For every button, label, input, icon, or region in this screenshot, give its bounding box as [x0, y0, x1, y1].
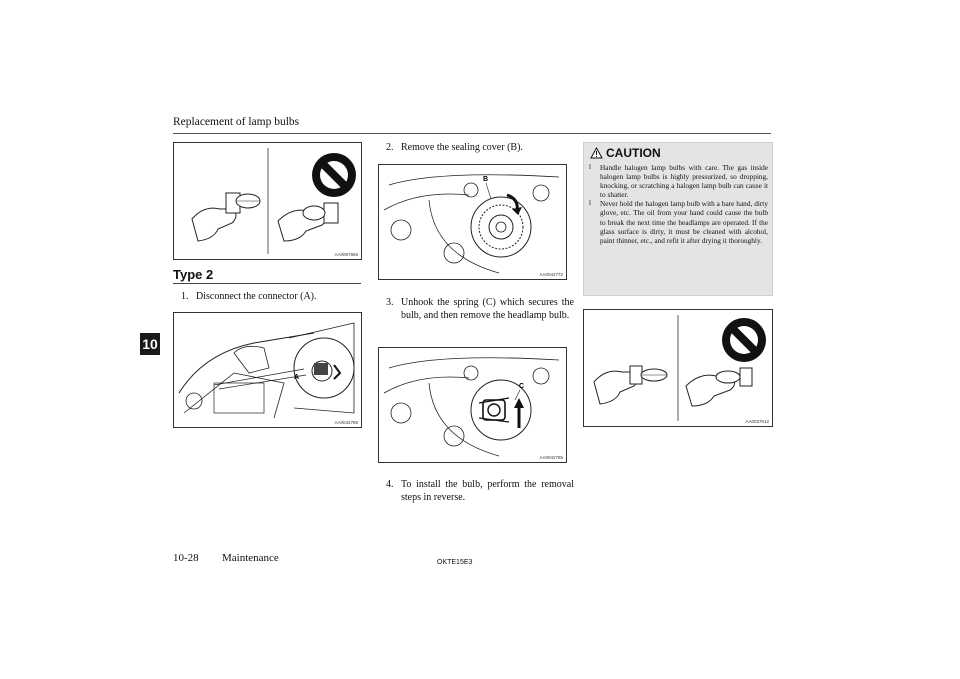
step-2	[386, 142, 574, 155]
caution-heading	[590, 146, 661, 160]
caution-box	[583, 142, 773, 296]
spring-bulb-illustration	[379, 348, 566, 462]
figure-bulb-handling-top	[173, 142, 362, 260]
figure-code: AA0097866	[334, 252, 358, 257]
bulb-handling-illustration	[174, 143, 361, 259]
caution-bullet: l	[589, 199, 591, 208]
step-number: 4.	[386, 479, 394, 490]
step-text: Unhook the spring (C) which secures the bulb, and then remove the headlamp bulb.	[401, 297, 574, 321]
figure-code: AA0042785	[539, 455, 563, 460]
callout-b: B	[483, 176, 489, 183]
chapter-tab: 10	[140, 333, 160, 355]
step-text: Remove the sealing cover (B).	[401, 142, 523, 153]
figure-code: AA0042769	[334, 420, 358, 425]
connector-illustration	[174, 313, 361, 427]
callout-c: C	[519, 383, 525, 390]
section-title: Type 2	[173, 267, 214, 282]
step-1	[181, 291, 361, 304]
caution-item-text: Handle halogen lamp bulbs with care. The gas inside halogen lamp bulbs is highly pressurized, so dropping, knocking, or scratching a halogen lamp bulb can cause it to shatter.	[600, 163, 768, 200]
section-rule	[173, 283, 361, 284]
prohibited-icon	[312, 153, 356, 197]
step-4	[386, 479, 574, 504]
footer-section-name: Maintenance	[222, 552, 279, 564]
step-number: 2.	[386, 142, 394, 153]
figure-type2-connector	[173, 312, 362, 428]
figure-spring-bulb	[378, 347, 567, 463]
warning-triangle-icon	[590, 147, 603, 159]
step-3	[386, 297, 574, 322]
page-header-title: Replacement of lamp bulbs	[173, 116, 300, 128]
callout-a: A	[294, 374, 300, 381]
caution-bullet: l	[589, 163, 591, 171]
step-text: To install the bulb, perform the removal steps in reverse.	[401, 479, 574, 503]
step-text: Disconnect the connector (A).	[196, 291, 317, 302]
header-rule	[173, 133, 771, 134]
caution-item-text: Never hold the halogen lamp bulb with a bare hand, dirty glove, etc. The oil from your hand could cause the bulb to break the next time the headlamps are operated. If the glass surface is dirty, it must be cleaned with alcohol, paint thinner, etc., and refit it after drying it thoroughly.	[600, 199, 768, 245]
bulb-handling-illustration	[584, 310, 772, 426]
step-number: 3.	[386, 297, 394, 308]
figure-code: AA0037612	[745, 419, 769, 424]
figure-code: AA0042772	[539, 272, 563, 277]
caution-item	[589, 199, 768, 244]
prohibited-icon	[722, 318, 766, 362]
caution-title: CAUTION	[606, 146, 661, 160]
caution-item	[589, 163, 768, 199]
footer-page-number: 10-28	[173, 552, 199, 564]
figure-sealing-cover	[378, 164, 567, 280]
caution-body	[589, 163, 768, 245]
sealing-cover-illustration	[379, 165, 566, 279]
step-number: 1.	[181, 291, 189, 302]
figure-bulb-handling-right	[583, 309, 773, 427]
footer-doc-code: OKTE15E3	[437, 559, 473, 566]
